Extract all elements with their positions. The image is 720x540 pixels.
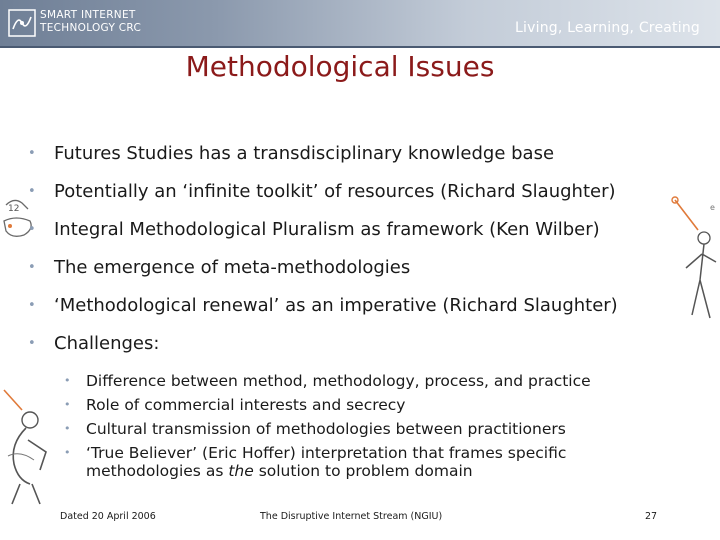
bullet-text: Challenges: — [54, 333, 160, 354]
header-divider — [0, 46, 720, 48]
bullet-dot-icon: • — [28, 184, 36, 199]
bullet-dot-icon: • — [28, 298, 36, 313]
sub-bullet-dot-icon: • — [64, 446, 71, 459]
bullet-text: Integral Methodological Pluralism as framework (Ken Wilber) — [54, 219, 600, 240]
bullet-text: Potentially an ‘infinite toolkit’ of resources (Richard Slaughter) — [54, 181, 616, 202]
footer-center-text: The Disruptive Internet Stream (NGIU) — [260, 511, 443, 522]
bullet-dot-icon: • — [28, 146, 36, 161]
bullet-text: The emergence of meta-methodologies — [54, 257, 411, 278]
sub-bullet-dot-icon: • — [64, 374, 71, 387]
sub-bullet-item — [62, 372, 666, 390]
footer — [0, 511, 720, 525]
slide-title: Methodological Issues — [185, 50, 495, 83]
page-number: 27 — [645, 511, 658, 522]
sub-bullet-text: Role of commercial interests and secrecy — [86, 396, 406, 414]
bullet-list — [26, 138, 618, 366]
sub-bullet-dot-icon: • — [64, 422, 71, 435]
bullet-item — [26, 138, 618, 176]
sketch-figure-right-icon — [670, 190, 720, 330]
sub-bullet-text-before: ‘True Believer’ (Eric Hoffer) interpretation that frames specific methodologies as — [86, 444, 567, 480]
sub-bullet-emphasis: the — [228, 462, 254, 480]
sketch-figure-left-bottom-icon — [0, 380, 60, 510]
svg-text:e: e — [710, 203, 715, 212]
sub-bullet-dot-icon: • — [64, 398, 71, 411]
sub-bullet-text: Cultural transmission of methodologies between practitioners — [86, 420, 566, 438]
bullet-text: Futures Studies has a transdisciplinary knowledge base — [54, 143, 555, 164]
sub-bullet-text-after: solution to problem domain — [253, 462, 473, 480]
bullet-dot-icon: • — [28, 336, 36, 351]
logo-icon — [8, 9, 36, 37]
bullet-item — [26, 176, 618, 214]
logo-line-1: SMART INTERNET — [40, 9, 136, 21]
sub-bullet-list — [62, 372, 666, 486]
bullet-dot-icon: • — [28, 222, 36, 237]
bullet-item — [26, 214, 618, 252]
bullet-item — [26, 252, 618, 290]
bullet-dot-icon: • — [28, 260, 36, 275]
sub-bullet-text: Difference between method, methodology, process, and practice — [86, 372, 591, 390]
header-bar — [0, 0, 720, 46]
sub-bullet-item — [62, 396, 666, 414]
footer-date: Dated 20 April 2006 — [60, 511, 156, 522]
bullet-item — [26, 290, 618, 328]
sub-bullet-item — [62, 444, 666, 480]
tagline: Living, Learning, Creating — [515, 20, 700, 36]
logo-line-2: TECHNOLOGY CRC — [40, 22, 142, 34]
logo-text — [40, 9, 141, 35]
svg-text:12: 12 — [8, 204, 20, 214]
bullet-item — [26, 328, 618, 366]
sub-bullet-item — [62, 420, 666, 438]
bullet-text: ‘Methodological renewal’ as an imperative (Richard Slaughter) — [54, 295, 618, 316]
